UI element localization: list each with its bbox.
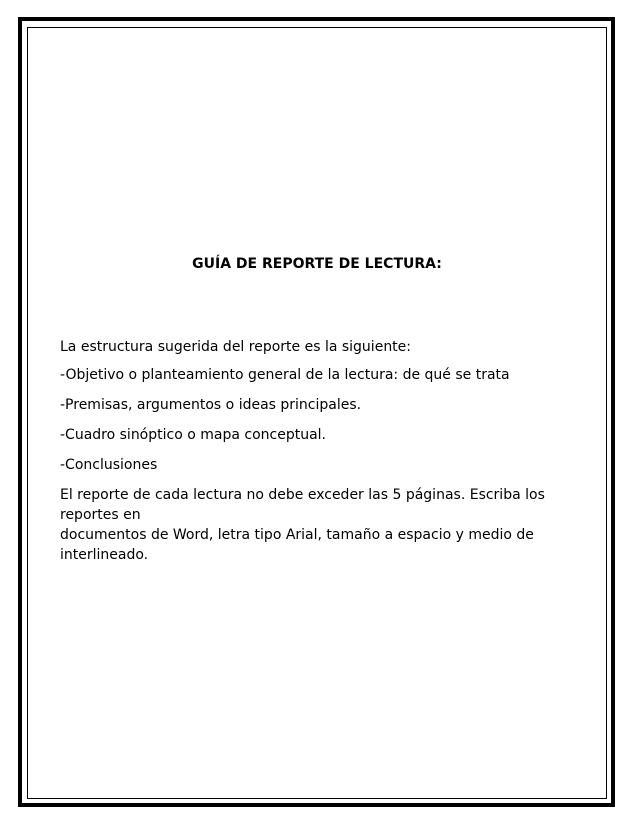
list-item-cuadro: -Cuadro sinóptico o mapa conceptual. [60, 427, 326, 443]
list-item-conclusiones: -Conclusiones [60, 457, 158, 473]
list-item-objetivo: -Objetivo o planteamiento general de la lectura: de qué se trata [60, 367, 510, 383]
list-item-premisas: -Premisas, argumentos o ideas principales. [60, 397, 362, 413]
closing-line-2: documentos de Word, letra tipo Arial, tamaño a espacio y medio de interlineado. [60, 527, 534, 563]
intro-paragraph: La estructura sugerida del reporte es la siguiente: [60, 339, 412, 355]
closing-paragraph [60, 485, 600, 565]
closing-line-1: El reporte de cada lectura no debe exceder las 5 páginas. Escriba los reportes en [60, 487, 545, 523]
document-title: GUÍA DE REPORTE DE LECTURA: [192, 256, 442, 272]
